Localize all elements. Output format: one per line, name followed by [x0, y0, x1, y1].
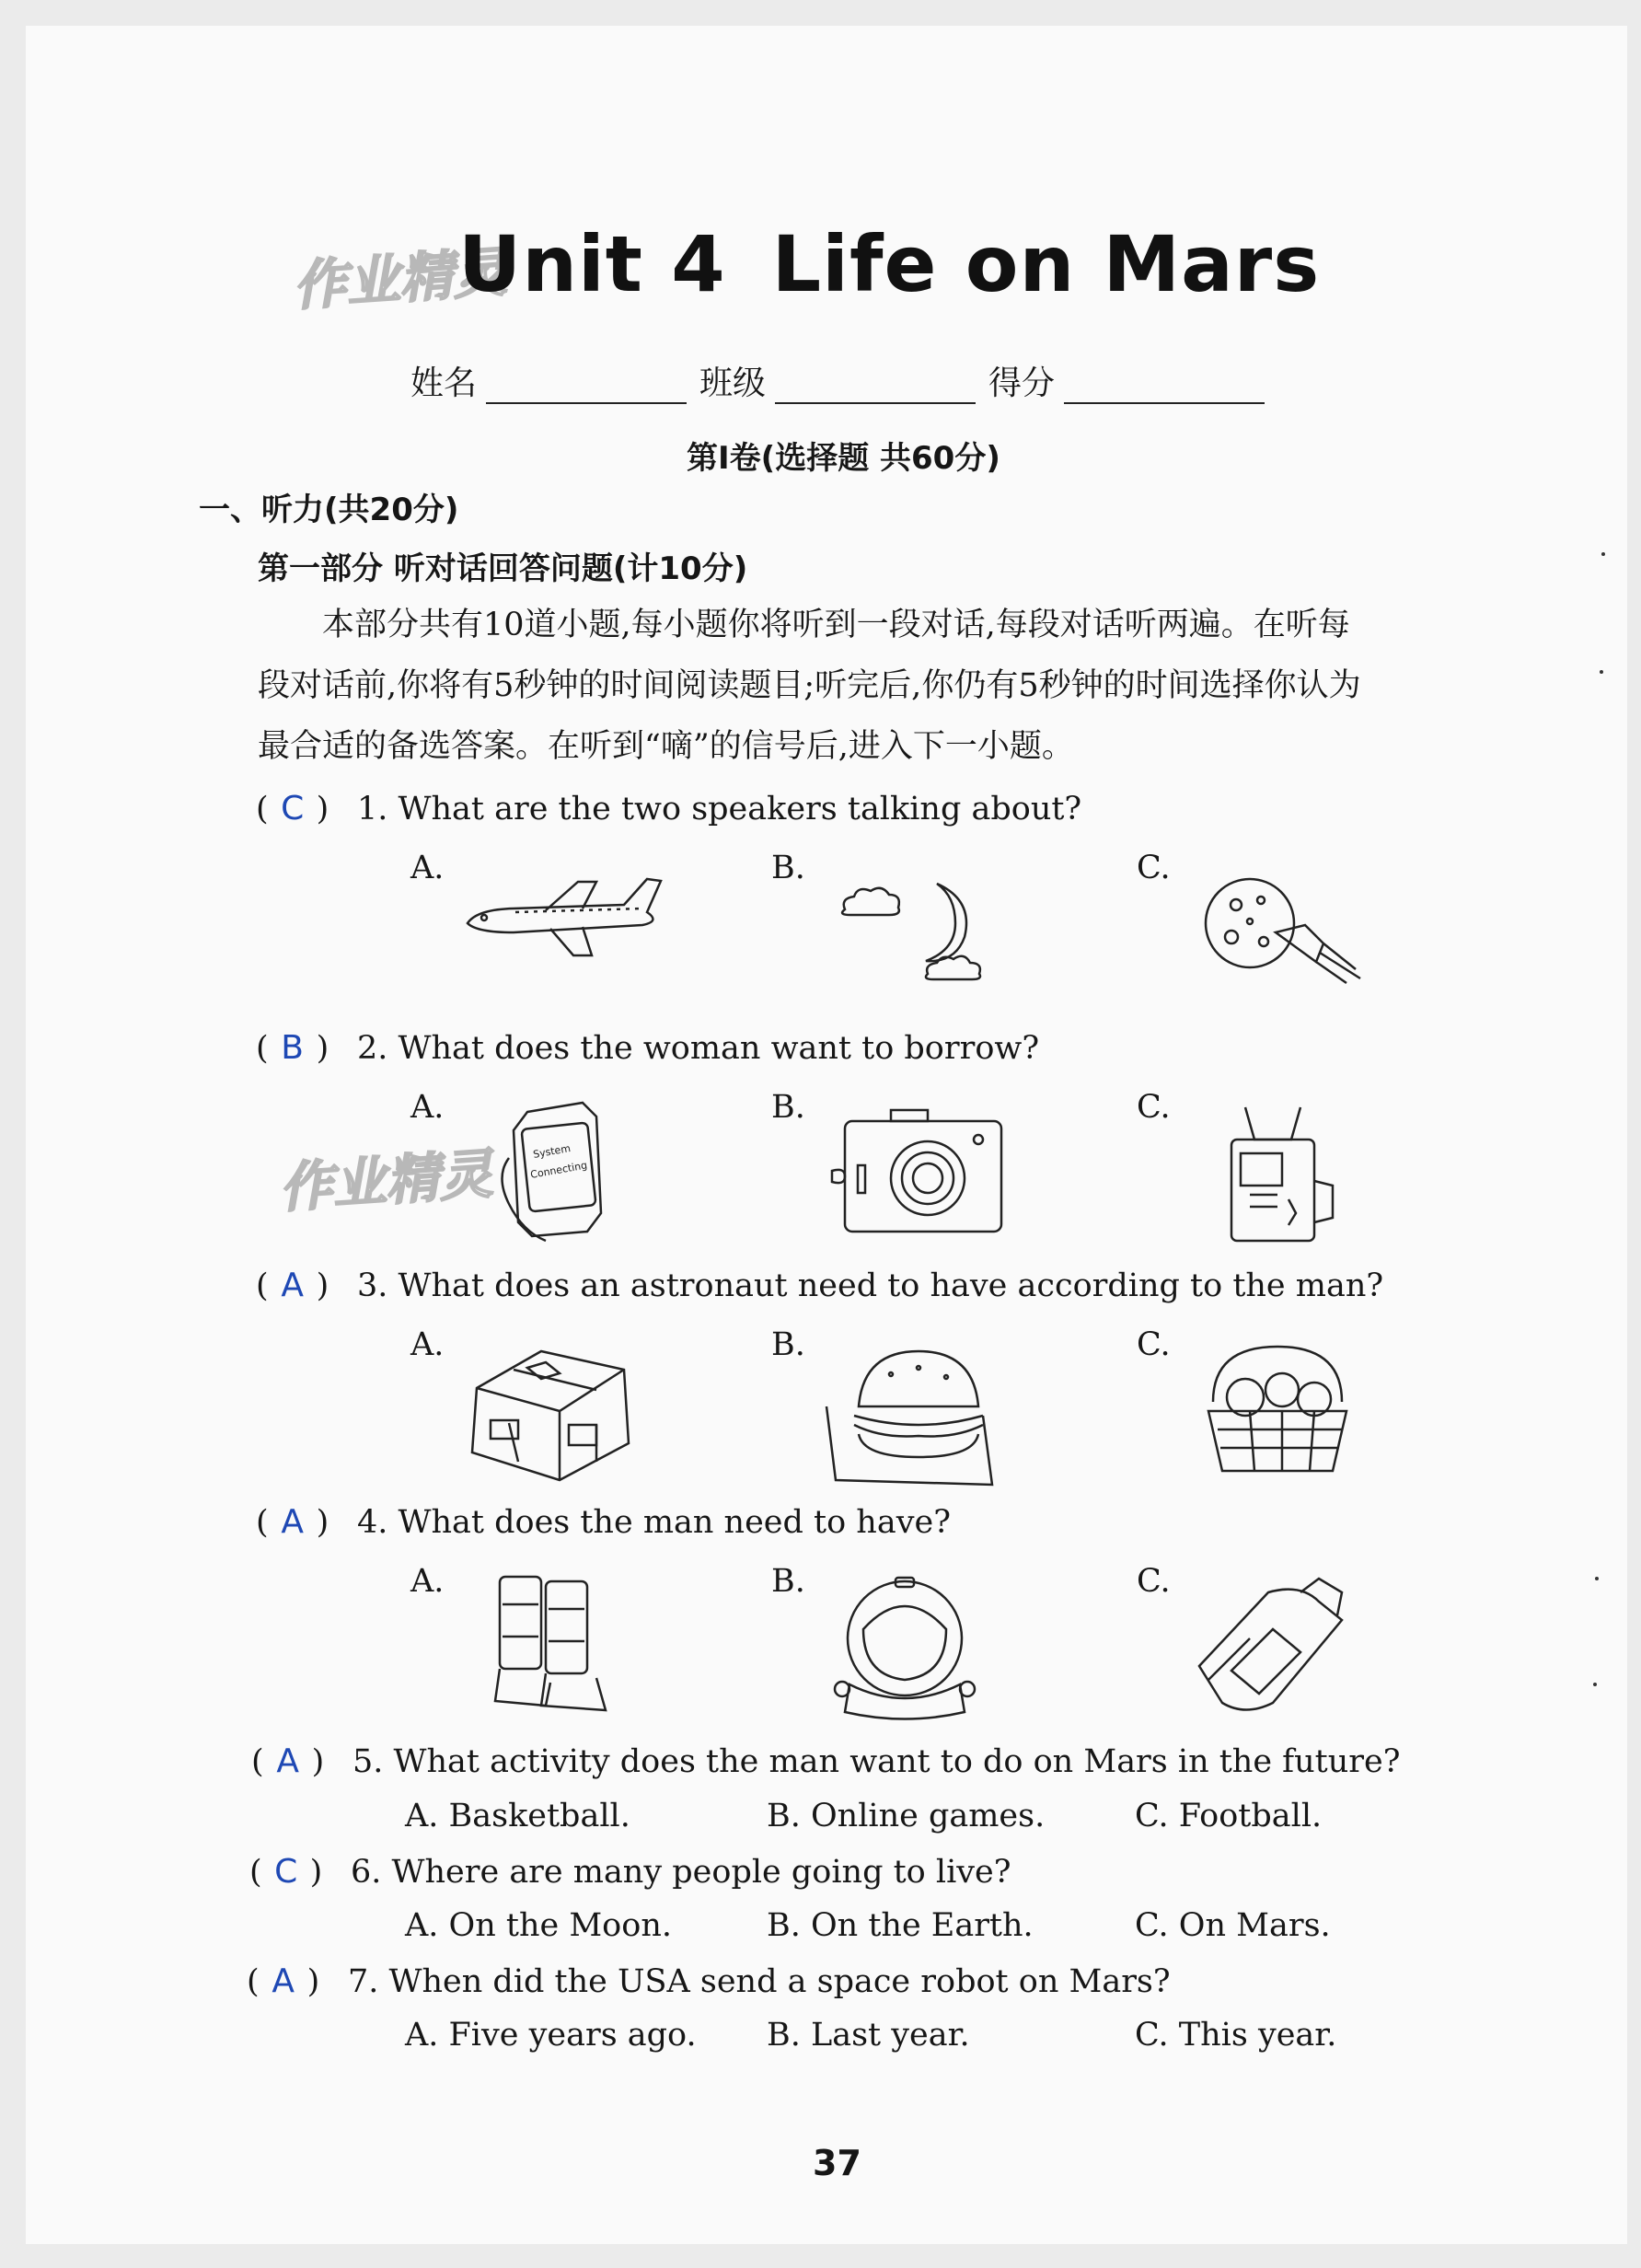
option-a-label: A.: [410, 1563, 445, 1600]
question-1: [256, 790, 1081, 827]
space-boots-icon: [477, 1568, 615, 1724]
instruction-line-3: 最合适的备选答案。在听到“嘀”的信号后,进入下一小题。: [258, 728, 1074, 765]
score-blank[interactable]: [1064, 371, 1265, 404]
question-5: [251, 1742, 1401, 1780]
question-text: 4. What does the man need to have?: [357, 1504, 951, 1541]
backpack-icon: [1181, 1565, 1365, 1721]
scan-speck: [1593, 1683, 1597, 1686]
scan-speck: [1600, 670, 1603, 674]
answer-bracket: ( B ): [256, 1029, 329, 1067]
watermark-top: 作业精灵: [291, 239, 509, 318]
smartwatch-icon: [491, 1094, 629, 1250]
question-text: 1. What are the two speakers talking about?: [357, 791, 1082, 827]
option-c-label: C.: [1137, 1089, 1171, 1126]
name-blank[interactable]: [486, 371, 687, 404]
space-suit-backpack-icon: [1204, 1098, 1342, 1255]
title-unit: Unit 4: [458, 219, 726, 309]
option-b: B. On the Earth.: [767, 1907, 1034, 1944]
answer-value[interactable]: A: [276, 1742, 299, 1780]
answer-value[interactable]: A: [281, 1503, 304, 1541]
question-4: [256, 1503, 951, 1541]
answer-bracket: ( A ): [251, 1742, 325, 1780]
option-c-label: C.: [1137, 850, 1171, 886]
part-heading: 第一部分 听对话回答问题(计10分): [258, 550, 748, 587]
moon-rocket-icon: [1195, 868, 1369, 997]
scan-speck: [1595, 1577, 1599, 1580]
space-helmet-icon: [822, 1565, 988, 1730]
option-a-label: A.: [410, 850, 445, 886]
instruction-line-1: 本部分共有10道小题,每小题你将听到一段对话,每段对话听两遍。在听每: [322, 607, 1350, 643]
hamburger-icon: [808, 1333, 1011, 1489]
class-label: 班级: [699, 364, 767, 402]
name-label: 姓名: [410, 364, 478, 402]
fruit-basket-icon: [1195, 1333, 1360, 1489]
worksheet-page: [26, 26, 1627, 2244]
option-b-label: B.: [771, 1563, 805, 1600]
volume-title: 第Ⅰ卷(选择题 共60分): [687, 440, 1000, 477]
watch-text-connecting: Connecting: [529, 1159, 589, 1181]
option-c: C. On Mars.: [1135, 1907, 1331, 1944]
watermark-middle: 作业精灵: [277, 1141, 495, 1220]
option-c: C. Football.: [1135, 1798, 1323, 1834]
question-7: [247, 1962, 1171, 2000]
option-b-label: B.: [771, 850, 805, 886]
option-a: A. On the Moon.: [405, 1907, 672, 1944]
option-c-label: C.: [1137, 1563, 1171, 1600]
airplane-icon: [458, 868, 670, 969]
title-name: Life on Mars: [771, 219, 1321, 309]
student-info-line: [410, 357, 1277, 404]
question-text: 2. What does the woman want to borrow?: [357, 1030, 1040, 1067]
page-title: [458, 219, 1320, 309]
score-label: 得分: [988, 364, 1056, 402]
camera-icon: [826, 1103, 1011, 1241]
option-a-label: A.: [410, 1326, 445, 1363]
answer-bracket: ( C ): [249, 1853, 323, 1891]
option-a-label: A.: [410, 1089, 445, 1126]
answer-bracket: ( A ): [256, 1503, 329, 1541]
answer-value[interactable]: A: [281, 1267, 304, 1304]
question-text: 6. Where are many people going to live?: [351, 1854, 1011, 1891]
question-text: 7. When did the USA send a space robot on Mars?: [348, 1963, 1171, 2000]
answer-bracket: ( A ): [256, 1267, 329, 1304]
option-b: B. Last year.: [767, 2017, 970, 2054]
answer-bracket: ( A ): [247, 1962, 320, 2000]
option-a: A. Five years ago.: [405, 2017, 697, 2054]
question-3: [256, 1267, 1383, 1304]
class-blank[interactable]: [775, 371, 976, 404]
question-text: 3. What does an astronaut need to have according to the man?: [357, 1267, 1384, 1304]
section-heading: 一、听力(共20分): [199, 492, 459, 528]
instruction-line-2: 段对话前,你将有5秒钟的时间阅读题目;听完后,你仍有5秒钟的时间选择你认为: [258, 667, 1361, 704]
question-2: [256, 1029, 1039, 1067]
page-number: 37: [813, 2143, 861, 2183]
option-b: B. Online games.: [767, 1798, 1046, 1834]
moon-clouds-icon: [817, 873, 1020, 992]
option-b-label: B.: [771, 1089, 805, 1126]
answer-value[interactable]: C: [274, 1853, 298, 1891]
option-a: A. Basketball.: [405, 1798, 630, 1834]
option-b-label: B.: [771, 1326, 805, 1363]
food-packages-icon: [458, 1333, 642, 1489]
answer-value[interactable]: C: [281, 790, 305, 827]
answer-value[interactable]: A: [272, 1962, 295, 2000]
answer-bracket: ( C ): [256, 790, 329, 827]
watch-text-system: System: [532, 1142, 572, 1161]
answer-value[interactable]: B: [281, 1029, 304, 1067]
question-6: [249, 1853, 1011, 1891]
question-text: 5. What activity does the man want to do on Mars in the future?: [352, 1743, 1401, 1780]
option-c-label: C.: [1137, 1326, 1171, 1363]
scan-speck: [1601, 552, 1605, 556]
option-c: C. This year.: [1135, 2017, 1337, 2054]
